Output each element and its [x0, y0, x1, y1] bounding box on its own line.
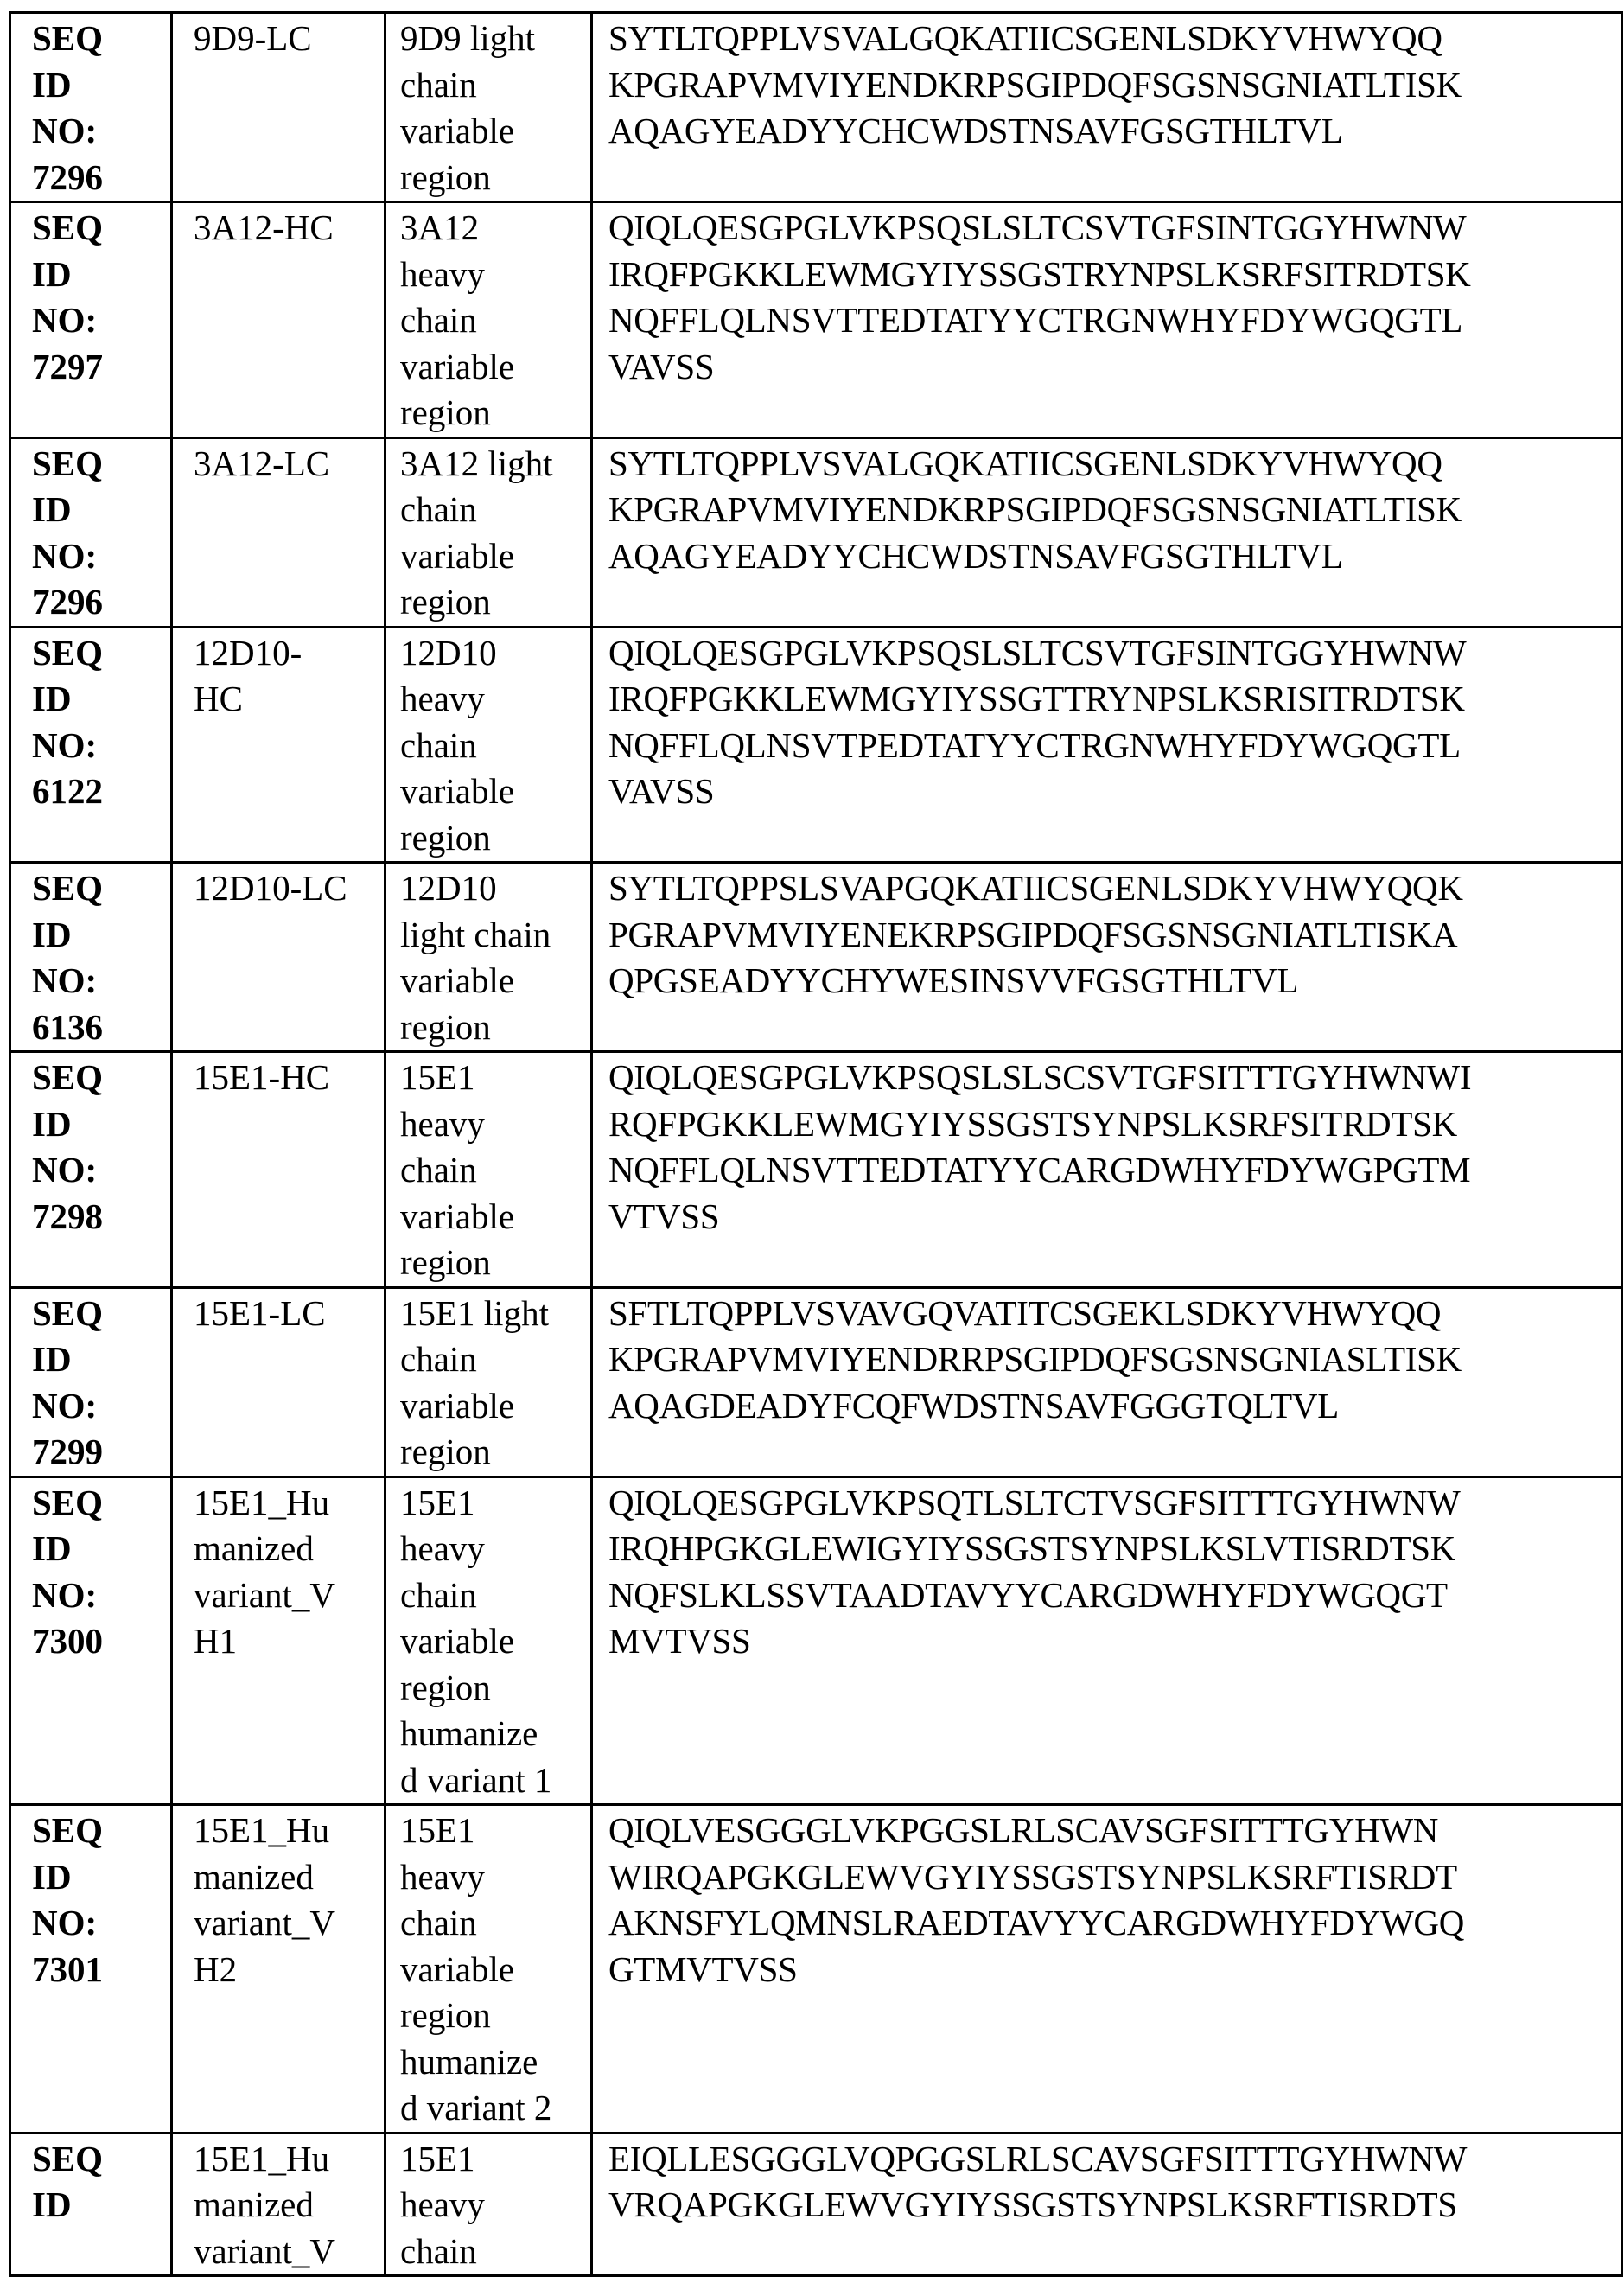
- table-row: [10, 863, 1622, 1052]
- description-line: variable: [400, 1621, 515, 1661]
- sequence-line: NQFFLQLNSVTTEDTATYYCTRGNWHYFDYWGQGTL: [608, 300, 1463, 340]
- antibody-name-cell: [172, 13, 385, 202]
- description-line: chain: [400, 724, 477, 765]
- sequence-line: SFTLTQPPLVSVAVGQVATITCSGEKLSDKYVHWYQQ: [608, 1292, 1442, 1333]
- description-cell: [385, 863, 592, 1052]
- sequence-line: VRQAPGKGLEWVGYIYSSGSTSYNPSLKSRFTISRDTS: [608, 2185, 1457, 2224]
- seq-id-line: ID: [32, 489, 72, 529]
- description-line: chain: [400, 1903, 477, 1942]
- seq-id-line: SEQ: [32, 1057, 104, 1097]
- sequence-line: KPGRAPVMVIYENDRRPSGIPDQFSGSNSGNIASLTISK: [608, 1339, 1462, 1379]
- seq-id-line: SEQ: [32, 18, 104, 58]
- table-row: [10, 1805, 1622, 2133]
- sequence-line: QIQLQESGPGLVKPSQSLSLTCSVTGFSINTGGYHWNW: [608, 207, 1467, 247]
- sequence-cell: [592, 1052, 1622, 1288]
- seq-id-line: 7297: [32, 346, 103, 386]
- description-line: chain: [400, 64, 477, 105]
- description-cell: [385, 202, 592, 438]
- seq-id-cell: [10, 1805, 172, 2133]
- antibody-name-line: 15E1_Hu: [194, 1810, 330, 1850]
- antibody-name-line: H2: [194, 1949, 238, 1989]
- seq-id-line: SEQ: [32, 443, 104, 483]
- description-line: 15E1: [400, 1810, 475, 1850]
- sequence-cell: [592, 437, 1622, 627]
- antibody-name-line: manized: [194, 2185, 314, 2224]
- sequence-cell: [592, 1477, 1622, 1805]
- seq-id-cell: [10, 2133, 172, 2276]
- antibody-name-line: 15E1_Hu: [194, 1482, 330, 1522]
- description-line: 12D10: [400, 632, 497, 673]
- seq-id-line: 6136: [32, 1006, 103, 1047]
- sequence-line: VTVSS: [608, 1196, 720, 1236]
- seq-id-line: ID: [32, 1339, 72, 1379]
- seq-id-line: ID: [32, 914, 72, 954]
- antibody-name-line: 12D10-LC: [194, 868, 347, 908]
- description-line: variable: [400, 346, 515, 386]
- description-line: region: [400, 1995, 491, 2035]
- description-line: 3A12: [400, 207, 480, 247]
- sequence-line: AQAGYEADYYCHCWDSTNSAVFGSGTHLTVL: [608, 111, 1343, 150]
- description-line: chain: [400, 489, 477, 529]
- sequence-line: IRQHPGKGLEWIGYIYSSGSTSYNPSLKSLVTISRDTSK: [608, 1528, 1456, 1568]
- seq-id-line: ID: [32, 1856, 72, 1897]
- table-row: [10, 437, 1622, 627]
- description-line: region: [400, 156, 491, 197]
- description-line: 15E1 light: [400, 1292, 549, 1333]
- sequence-line: WIRQAPGKGLEWVGYIYSSGSTSYNPSLKSRFTISRDT: [608, 1856, 1457, 1897]
- description-line: heavy: [400, 1528, 485, 1568]
- description-line: variable: [400, 771, 515, 811]
- antibody-name-line: 3A12-HC: [194, 207, 334, 247]
- sequence-line: MVTVSS: [608, 1621, 751, 1661]
- sequence-line: QIQLQESGPGLVKPSQSLSLSCSVTGFSITTTGYHWNWI: [608, 1057, 1472, 1097]
- description-line: chain: [400, 300, 477, 340]
- seq-id-line: 7300: [32, 1621, 103, 1661]
- antibody-name-cell: [172, 2133, 385, 2276]
- sequence-cell: [592, 1805, 1622, 2133]
- description-line: 3A12 light: [400, 443, 553, 483]
- table-row: [10, 627, 1622, 863]
- seq-id-cell: [10, 1477, 172, 1805]
- seq-id-line: SEQ: [32, 207, 104, 247]
- table-row: [10, 2133, 1622, 2276]
- sequence-table: [9, 11, 1623, 2277]
- sequence-line: RQFPGKKLEWMGYIYSSGSTSYNPSLKSRFSITRDTSK: [608, 1103, 1457, 1144]
- seq-id-line: 7299: [32, 1432, 103, 1471]
- seq-id-line: ID: [32, 2185, 72, 2224]
- description-cell: [385, 627, 592, 863]
- seq-id-line: 7296: [32, 582, 103, 622]
- antibody-name-line: variant_V: [194, 1574, 335, 1615]
- antibody-name-line: manized: [194, 1856, 314, 1897]
- description-line: region: [400, 1667, 491, 1707]
- seq-id-cell: [10, 13, 172, 202]
- sequence-line: KPGRAPVMVIYENDKRPSGIPDQFSGSNSGNIATLTISK: [608, 489, 1462, 529]
- sequence-line: SYTLTQPPSLSVAPGQKATIICSGENLSDKYVHWYQQK: [608, 868, 1463, 908]
- seq-id-line: ID: [32, 1528, 72, 1568]
- sequence-line: NQFFLQLNSVTPEDTATYYCTRGNWHYFDYWGQGTL: [608, 724, 1461, 765]
- description-line: heavy: [400, 1103, 485, 1144]
- description-line: chain: [400, 2230, 477, 2271]
- description-line: 15E1: [400, 2138, 475, 2178]
- seq-id-line: NO:: [32, 300, 98, 340]
- description-cell: [385, 1287, 592, 1477]
- sequence-cell: [592, 627, 1622, 863]
- description-line: region: [400, 1432, 491, 1471]
- antibody-name-cell: [172, 1052, 385, 1288]
- antibody-name-cell: [172, 627, 385, 863]
- description-line: chain: [400, 1150, 477, 1190]
- antibody-name-line: H1: [194, 1621, 238, 1661]
- seq-id-line: SEQ: [32, 1482, 104, 1522]
- table-row: [10, 1052, 1622, 1288]
- description-line: variable: [400, 111, 515, 150]
- antibody-name-line: variant_V: [194, 1903, 335, 1942]
- description-cell: [385, 13, 592, 202]
- description-line: d variant 1: [400, 1759, 552, 1800]
- description-cell: [385, 1477, 592, 1805]
- seq-id-line: NO:: [32, 535, 98, 576]
- sequence-line: IRQFPGKKLEWMGYIYSSGTTRYNPSLKSRISITRDTSK: [608, 679, 1465, 718]
- seq-id-line: SEQ: [32, 1292, 104, 1333]
- sequence-line: SYTLTQPPLVSVALGQKATIICSGENLSDKYVHWYQQ: [608, 18, 1442, 58]
- seq-id-line: NO:: [32, 960, 98, 1000]
- antibody-name-line: manized: [194, 1528, 314, 1568]
- antibody-name-line: 15E1-HC: [194, 1057, 330, 1097]
- seq-id-line: ID: [32, 1103, 72, 1144]
- sequence-cell: [592, 13, 1622, 202]
- description-line: chain: [400, 1339, 477, 1379]
- seq-id-line: SEQ: [32, 2138, 104, 2178]
- seq-id-line: 6122: [32, 771, 103, 811]
- seq-id-line: SEQ: [32, 868, 104, 908]
- seq-id-line: 7298: [32, 1196, 103, 1236]
- sequence-line: IRQFPGKKLEWMGYIYSSGSTRYNPSLKSRFSITRDTSK: [608, 253, 1471, 294]
- seq-id-cell: [10, 627, 172, 863]
- antibody-name-cell: [172, 437, 385, 627]
- sequence-line: SYTLTQPPLVSVALGQKATIICSGENLSDKYVHWYQQ: [608, 443, 1442, 483]
- description-cell: [385, 1052, 592, 1288]
- sequence-line: QIQLQESGPGLVKPSQSLSLTCSVTGFSINTGGYHWNW: [608, 632, 1467, 673]
- antibody-name-cell: [172, 202, 385, 438]
- description-cell: [385, 437, 592, 627]
- sequence-cell: [592, 863, 1622, 1052]
- description-line: region: [400, 1242, 491, 1282]
- seq-id-line: 7296: [32, 156, 103, 197]
- sequence-line: PGRAPVMVIYENEKRPSGIPDQFSGSNSGNIATLTISKA: [608, 914, 1458, 954]
- description-line: 12D10: [400, 868, 497, 908]
- table-row: [10, 13, 1622, 202]
- sequence-line: AQAGDEADYFCQFWDSTNSAVFGGGTQLTVL: [608, 1385, 1339, 1426]
- sequence-line: QPGSEADYYCHYWESINSVVFGSGTHLTVL: [608, 960, 1299, 1000]
- description-line: region: [400, 1006, 491, 1047]
- seq-id-cell: [10, 437, 172, 627]
- description-cell: [385, 1805, 592, 2133]
- sequence-cell: [592, 202, 1622, 438]
- antibody-name-line: 12D10-: [194, 632, 303, 673]
- antibody-name-cell: [172, 863, 385, 1052]
- description-cell: [385, 2133, 592, 2276]
- antibody-name-line: 9D9-LC: [194, 18, 312, 58]
- antibody-name-line: 15E1_Hu: [194, 2138, 330, 2178]
- sequence-line: QIQLVESGGGLVKPGGSLRLSCAVSGFSITTTGYHWN: [608, 1810, 1439, 1850]
- description-line: heavy: [400, 2185, 485, 2224]
- sequence-line: NQFSLKLSSVTAADTAVYYCARGDWHYFDYWGQGT: [608, 1574, 1448, 1615]
- description-line: variable: [400, 960, 515, 1000]
- seq-id-line: NO:: [32, 724, 98, 765]
- sequence-line: EIQLLESGGGLVQPGGSLRLSCAVSGFSITTTGYHWNW: [608, 2138, 1468, 2178]
- description-line: variable: [400, 1949, 515, 1989]
- sequence-line: QIQLQESGPGLVKPSQTLSLTCTVSGFSITTTGYHWNW: [608, 1482, 1461, 1522]
- table-row: [10, 1477, 1622, 1805]
- seq-id-line: ID: [32, 679, 72, 718]
- antibody-name-cell: [172, 1287, 385, 1477]
- antibody-name-cell: [172, 1477, 385, 1805]
- description-line: region: [400, 392, 491, 432]
- sequence-line: VAVSS: [608, 771, 715, 811]
- table-row: [10, 1287, 1622, 1477]
- description-line: region: [400, 817, 491, 858]
- seq-id-line: SEQ: [32, 632, 104, 673]
- description-line: humanize: [400, 1713, 538, 1753]
- description-line: light chain: [400, 914, 551, 954]
- sequence-line: AQAGYEADYYCHCWDSTNSAVFGSGTHLTVL: [608, 535, 1343, 576]
- antibody-name-line: 15E1-LC: [194, 1292, 326, 1333]
- description-line: variable: [400, 1385, 515, 1426]
- antibody-name-line: HC: [194, 679, 243, 718]
- description-line: heavy: [400, 679, 485, 718]
- description-line: 9D9 light: [400, 18, 536, 58]
- description-line: d variant 2: [400, 2088, 552, 2127]
- sequence-line: AKNSFYLQMNSLRAEDTAVYYCARGDWHYFDYWGQ: [608, 1903, 1464, 1942]
- table-row: [10, 202, 1622, 438]
- seq-id-line: 7301: [32, 1949, 103, 1989]
- description-line: 15E1: [400, 1057, 475, 1097]
- seq-id-line: NO:: [32, 1150, 98, 1190]
- antibody-name-cell: [172, 1805, 385, 2133]
- description-line: heavy: [400, 253, 485, 294]
- seq-id-cell: [10, 863, 172, 1052]
- description-line: region: [400, 582, 491, 622]
- seq-id-cell: [10, 1052, 172, 1288]
- antibody-name-line: variant_V: [194, 2230, 335, 2271]
- description-line: variable: [400, 535, 515, 576]
- seq-id-line: SEQ: [32, 1810, 104, 1850]
- seq-id-cell: [10, 202, 172, 438]
- antibody-name-line: 3A12-LC: [194, 443, 330, 483]
- sequence-line: KPGRAPVMVIYENDKRPSGIPDQFSGSNSGNIATLTISK: [608, 64, 1462, 105]
- seq-id-line: ID: [32, 64, 72, 105]
- description-line: heavy: [400, 1856, 485, 1897]
- description-line: chain: [400, 1574, 477, 1615]
- seq-id-line: NO:: [32, 1385, 98, 1426]
- seq-id-line: ID: [32, 253, 72, 294]
- seq-id-cell: [10, 1287, 172, 1477]
- sequence-cell: [592, 1287, 1622, 1477]
- seq-id-line: NO:: [32, 1574, 98, 1615]
- sequence-line: GTMVTVSS: [608, 1949, 798, 1989]
- seq-id-line: NO:: [32, 111, 98, 150]
- description-line: variable: [400, 1196, 515, 1236]
- seq-id-line: NO:: [32, 1903, 98, 1942]
- description-line: humanize: [400, 2041, 538, 2082]
- description-line: 15E1: [400, 1482, 475, 1522]
- sequence-line: NQFFLQLNSVTTEDTATYYCARGDWHYFDYWGPGTM: [608, 1150, 1471, 1190]
- sequence-line: VAVSS: [608, 346, 715, 386]
- sequence-cell: [592, 2133, 1622, 2276]
